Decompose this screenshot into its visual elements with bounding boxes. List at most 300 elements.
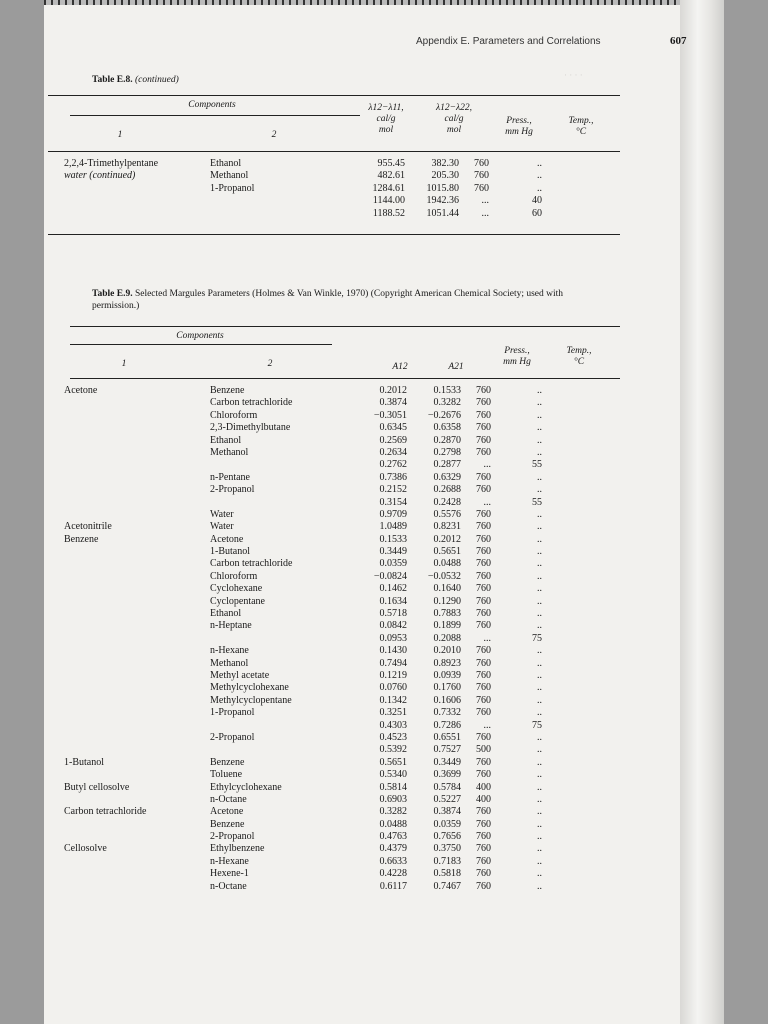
cell-temp: .. <box>537 558 542 570</box>
cell-a12: 0.6633 <box>379 855 407 867</box>
table-row <box>44 608 724 620</box>
table-row <box>44 558 724 570</box>
cell-component2: Chloroform <box>210 570 258 582</box>
table-row <box>44 720 724 732</box>
cell-a12: 0.5340 <box>379 769 407 781</box>
cell-component2: Acetone <box>210 806 244 818</box>
cell-temp: .. <box>537 546 542 558</box>
table-e9-caption-line2: permission.) <box>92 301 140 311</box>
cell-component2: Ethylcyclohexane <box>210 781 282 793</box>
cell-component2: Methanol <box>210 657 249 669</box>
cell-a21: 0.6329 <box>433 471 461 483</box>
cell-a21: 0.5227 <box>433 793 461 805</box>
cell-temp: .. <box>537 744 542 756</box>
cell-press: 760 <box>476 546 491 558</box>
cell-a12: 0.1219 <box>379 669 407 681</box>
table-row <box>44 856 724 868</box>
cell-component2: n-Octane <box>210 880 247 892</box>
cell-temp: .. <box>537 521 542 533</box>
cell-a12: 0.6345 <box>379 422 407 434</box>
table-e9-temp-header <box>554 346 604 368</box>
cell-temp: .. <box>537 682 542 694</box>
bleed-through-text: · · · · <box>564 70 583 80</box>
cell-a21: 0.2088 <box>433 632 461 644</box>
cell-component2: 2,3-Dimethylbutane <box>210 422 291 434</box>
cell-press: 760 <box>476 868 491 880</box>
table-e8-components-header: Components <box>188 100 236 110</box>
table-e8-l11-label: λ12−λ11, <box>368 103 404 113</box>
cell-a21: 0.5651 <box>433 546 461 558</box>
cell-temp: 60 <box>532 207 542 219</box>
cell-component2: n-Heptane <box>210 620 252 632</box>
table-e8-components-rule <box>70 115 360 116</box>
table-row <box>44 819 724 831</box>
table-e8-temp-label: Temp., <box>568 116 594 126</box>
cell-temp: .. <box>537 409 542 421</box>
cell-a12: 0.5718 <box>379 608 407 620</box>
cell-a21: 0.2012 <box>433 533 461 545</box>
cell-a12: 0.3874 <box>379 397 407 409</box>
page-number: 607 <box>670 35 687 47</box>
cell-a12: 0.9709 <box>379 508 407 520</box>
cell-temp: 40 <box>532 195 542 207</box>
cell-press: 760 <box>476 694 491 706</box>
table-e9-press-header <box>492 346 542 368</box>
cell-a21: −0.2676 <box>427 409 461 421</box>
cell-press: 760 <box>476 669 491 681</box>
cell-l11: 1284.61 <box>372 182 405 194</box>
cell-a21: 0.5576 <box>433 508 461 520</box>
cell-component2: Water <box>210 508 234 520</box>
table-row <box>44 769 724 781</box>
table-e9-a21-header: A21 <box>448 362 464 372</box>
cell-a21: 0.7332 <box>433 707 461 719</box>
cell-press: 760 <box>476 843 491 855</box>
cell-component2: Benzene <box>210 756 245 768</box>
cell-component1: 2,2,4-Trimethylpentane <box>64 158 159 169</box>
table-row <box>44 670 724 682</box>
cell-temp: .. <box>537 583 542 595</box>
cell-component2: n-Pentane <box>210 471 250 483</box>
cell-a21: 0.5784 <box>433 781 461 793</box>
cell-press: ... <box>483 459 491 471</box>
cell-a12: 0.4379 <box>379 843 407 855</box>
cell-press: 760 <box>476 508 491 520</box>
cell-a21: 0.7656 <box>433 831 461 843</box>
cell-component2: Methyl acetate <box>210 669 270 681</box>
cell-component2: Cyclopentane <box>210 595 265 607</box>
cell-component1: Cellosolve <box>64 843 107 855</box>
cell-component1: Carbon tetrachloride <box>64 806 147 818</box>
table-e9-temp-label: Temp., <box>566 346 592 356</box>
cell-press: 760 <box>476 608 491 620</box>
cell-press: 760 <box>476 645 491 657</box>
cell-a12: 0.0760 <box>379 682 407 694</box>
table-e9-col2-header: 2 <box>267 359 273 369</box>
table-e8-l22-label: λ12−λ22, <box>435 103 472 113</box>
table-row <box>44 459 724 471</box>
cell-temp: .. <box>537 781 542 793</box>
cell-a12: 0.1533 <box>379 533 407 545</box>
table-e9-components-header: Components <box>176 331 224 341</box>
cell-temp: .. <box>537 657 542 669</box>
cell-component2: n-Hexane <box>210 855 249 867</box>
cell-a21: 0.1533 <box>433 385 461 396</box>
cell-press: 760 <box>476 756 491 768</box>
cell-l11: 1188.52 <box>372 207 405 219</box>
cell-press: ... <box>481 207 489 219</box>
cell-a12: 0.3154 <box>379 496 407 508</box>
cell-a21: 0.7883 <box>433 608 461 620</box>
cell-a12: 0.3449 <box>379 546 407 558</box>
cell-temp: .. <box>537 595 542 607</box>
cell-a12: 0.6117 <box>379 880 407 892</box>
cell-a21: 0.6551 <box>433 731 461 743</box>
cell-a21: 0.1606 <box>433 694 461 706</box>
table-e9-temp-units: °C <box>573 357 585 367</box>
cell-press: 760 <box>474 182 489 194</box>
table-row <box>44 435 724 447</box>
table-e8-caption-text: (continued) <box>134 75 179 85</box>
cell-press: 760 <box>476 558 491 570</box>
cell-temp: .. <box>537 422 542 434</box>
cell-a21: 0.8231 <box>433 521 461 533</box>
table-row <box>44 472 724 484</box>
table-e8-l22-units: cal/g <box>444 114 464 124</box>
cell-a21: 0.1899 <box>433 620 461 632</box>
cell-temp: .. <box>537 818 542 830</box>
cell-component2: Ethanol <box>210 434 242 446</box>
table-row <box>44 521 724 533</box>
cell-a21: 0.5818 <box>433 868 461 880</box>
table-row <box>44 881 724 893</box>
cell-temp: .. <box>537 707 542 719</box>
table-e8-body <box>44 158 724 220</box>
table-e8-l11-units: cal/g <box>376 114 396 124</box>
table-row <box>44 170 724 182</box>
cell-a12: 0.0488 <box>379 818 407 830</box>
table-row <box>44 183 724 195</box>
cell-a21: 0.3874 <box>433 806 461 818</box>
cell-a12: 0.4303 <box>379 719 407 731</box>
cell-a21: 0.0359 <box>433 818 461 830</box>
cell-press: 760 <box>476 397 491 409</box>
cell-a21: 0.7286 <box>433 719 461 731</box>
table-e8-press-label: Press., <box>506 116 532 126</box>
table-row <box>44 831 724 843</box>
table-e8-l22-header <box>424 103 484 136</box>
table-row <box>44 645 724 657</box>
cell-press: 760 <box>476 521 491 533</box>
cell-temp: .. <box>537 806 542 818</box>
cell-press: 760 <box>476 533 491 545</box>
cell-component2: Cyclohexane <box>210 583 263 595</box>
table-row <box>44 744 724 756</box>
cell-temp: 75 <box>532 632 542 644</box>
cell-component1: Butyl cellosolve <box>64 781 130 793</box>
table-e8-l11-units2: mol <box>378 125 394 135</box>
cell-press: 760 <box>476 570 491 582</box>
cell-press: 760 <box>476 707 491 719</box>
cell-temp: .. <box>537 694 542 706</box>
cell-component1: water (continued) <box>64 170 136 182</box>
cell-a21: 0.3282 <box>433 397 461 409</box>
table-e9-caption <box>92 288 652 312</box>
table-row <box>44 583 724 595</box>
cell-press: 760 <box>476 409 491 421</box>
cell-l22: 382.30 <box>431 158 459 169</box>
table-row <box>44 658 724 670</box>
table-row <box>44 633 724 645</box>
scan-top-edge <box>44 0 724 5</box>
table-row <box>44 497 724 509</box>
cell-component2: Carbon tetrachloride <box>210 558 293 570</box>
table-row <box>44 843 724 855</box>
cell-press: 760 <box>476 831 491 843</box>
table-row <box>44 546 724 558</box>
cell-component2: 1-Butanol <box>210 546 250 558</box>
cell-a12: 0.3251 <box>379 707 407 719</box>
cell-l22: 1015.80 <box>426 182 459 194</box>
cell-l11: 955.45 <box>377 158 405 169</box>
cell-press: 760 <box>476 682 491 694</box>
table-e8-l11-header <box>356 103 416 136</box>
cell-temp: 55 <box>532 496 542 508</box>
cell-temp: .. <box>537 880 542 892</box>
cell-temp: .. <box>537 533 542 545</box>
cell-temp: .. <box>537 434 542 446</box>
table-row <box>44 732 724 744</box>
cell-press: 760 <box>476 583 491 595</box>
table-row <box>44 571 724 583</box>
cell-component2: Methanol <box>210 446 249 458</box>
table-e9-header-rule <box>70 378 620 379</box>
cell-a21: 0.3449 <box>433 756 461 768</box>
cell-temp: .. <box>537 843 542 855</box>
cell-press: ... <box>481 195 489 207</box>
cell-a21: 0.2688 <box>433 484 461 496</box>
cell-a12: 0.1342 <box>379 694 407 706</box>
cell-temp: .. <box>537 471 542 483</box>
table-row <box>44 682 724 694</box>
cell-component2: 1-Propanol <box>210 182 255 194</box>
table-row <box>44 806 724 818</box>
table-e8-press-units: mm Hg <box>505 127 533 137</box>
cell-temp: .. <box>537 158 542 169</box>
cell-a12: 0.5651 <box>379 756 407 768</box>
cell-component2: Carbon tetrachloride <box>210 397 293 409</box>
cell-press: 760 <box>476 657 491 669</box>
cell-component2: Toluene <box>210 769 243 781</box>
table-e9-a12-header: A12 <box>392 362 408 372</box>
cell-a12: 0.0953 <box>379 632 407 644</box>
cell-temp: .. <box>537 756 542 768</box>
cell-component2: Chloroform <box>210 409 258 421</box>
table-e8-bottom-rule <box>48 234 620 235</box>
cell-temp: .. <box>537 769 542 781</box>
cell-a21: 0.3699 <box>433 769 461 781</box>
cell-press: 760 <box>476 484 491 496</box>
cell-a21: 0.8923 <box>433 657 461 669</box>
cell-a12: 0.2762 <box>379 459 407 471</box>
cell-temp: .. <box>537 855 542 867</box>
cell-press: 760 <box>476 806 491 818</box>
cell-temp: .. <box>537 731 542 743</box>
cell-component1: 1-Butanol <box>64 756 104 768</box>
cell-press: 760 <box>476 880 491 892</box>
cell-component2: 1-Propanol <box>210 707 255 719</box>
cell-a12: 0.7494 <box>379 657 407 669</box>
cell-temp: .. <box>537 446 542 458</box>
table-e8-header-rule <box>48 151 620 152</box>
table-row <box>44 195 724 207</box>
table-row <box>44 794 724 806</box>
cell-temp: .. <box>537 170 542 182</box>
cell-temp: .. <box>537 385 542 396</box>
cell-a12: −0.0824 <box>373 570 407 582</box>
cell-press: 760 <box>476 731 491 743</box>
cell-a21: 0.1290 <box>433 595 461 607</box>
table-e9-col1-header: 1 <box>121 359 127 369</box>
cell-temp: .. <box>537 484 542 496</box>
cell-component2: Acetone <box>210 533 244 545</box>
table-e9-body <box>44 385 724 893</box>
cell-component2: n-Octane <box>210 793 247 805</box>
table-row <box>44 695 724 707</box>
cell-a21: 0.7467 <box>433 880 461 892</box>
cell-a12: 0.1634 <box>379 595 407 607</box>
table-row <box>44 397 724 409</box>
table-e8-label: Table E.8. <box>92 75 133 85</box>
table-e8-press-header <box>494 116 544 138</box>
cell-a12: 0.7386 <box>379 471 407 483</box>
cell-press: 400 <box>476 793 491 805</box>
cell-component2: 2-Propanol <box>210 484 255 496</box>
cell-component1: Benzene <box>64 533 99 545</box>
cell-l11: 1144.00 <box>372 195 405 207</box>
table-row <box>44 596 724 608</box>
cell-press: 760 <box>474 170 489 182</box>
cell-press: 760 <box>476 769 491 781</box>
cell-l22: 205.30 <box>431 170 459 182</box>
cell-a21: 0.1640 <box>433 583 461 595</box>
cell-temp: .. <box>537 620 542 632</box>
cell-press: 760 <box>476 818 491 830</box>
book-page <box>44 0 724 1024</box>
table-row <box>44 410 724 422</box>
cell-temp: .. <box>537 397 542 409</box>
cell-component1: Acetonitrile <box>64 521 112 533</box>
cell-a21: 0.2877 <box>433 459 461 471</box>
cell-component2: Hexene-1 <box>210 868 249 880</box>
cell-component2: Ethanol <box>210 608 242 620</box>
cell-component2: Ethylbenzene <box>210 843 265 855</box>
table-e9-label: Table E.9. <box>92 289 133 299</box>
cell-a12: 0.4763 <box>379 831 407 843</box>
cell-a12: 0.2569 <box>379 434 407 446</box>
cell-a21: 0.3750 <box>433 843 461 855</box>
table-row <box>44 509 724 521</box>
cell-l11: 482.61 <box>377 170 405 182</box>
cell-a12: 0.1430 <box>379 645 407 657</box>
cell-component2: Water <box>210 521 234 533</box>
cell-a21: 0.0488 <box>433 558 461 570</box>
cell-temp: .. <box>537 570 542 582</box>
cell-a12: 0.2012 <box>379 385 407 396</box>
cell-a21: 0.7527 <box>433 744 461 756</box>
cell-a12: 0.4523 <box>379 731 407 743</box>
cell-a21: −0.0532 <box>427 570 461 582</box>
table-row <box>44 158 724 170</box>
table-e9-press-units: mm Hg <box>503 357 531 367</box>
cell-temp: 55 <box>532 459 542 471</box>
cell-a12: 0.1462 <box>379 583 407 595</box>
cell-temp: .. <box>537 793 542 805</box>
cell-a12: −0.3051 <box>373 409 407 421</box>
table-e8-top-rule <box>48 95 620 96</box>
cell-a21: 0.2870 <box>433 434 461 446</box>
cell-l22: 1051.44 <box>426 207 459 219</box>
running-head: Appendix E. Parameters and Correlations <box>416 36 601 47</box>
table-row <box>44 707 724 719</box>
cell-a12: 0.5392 <box>379 744 407 756</box>
table-e8-temp-units: °C <box>575 127 587 137</box>
cell-component1: Acetone <box>64 385 98 396</box>
cell-a21: 0.0939 <box>433 669 461 681</box>
cell-press: 760 <box>476 620 491 632</box>
cell-a12: 0.3282 <box>379 806 407 818</box>
table-row <box>44 757 724 769</box>
cell-component2: Methanol <box>210 170 249 182</box>
cell-l22: 1942.36 <box>426 195 459 207</box>
table-row <box>44 620 724 632</box>
cell-a12: 0.6903 <box>379 793 407 805</box>
cell-press: 760 <box>476 422 491 434</box>
cell-component2: 2-Propanol <box>210 731 255 743</box>
table-row <box>44 385 724 397</box>
table-e9-press-label: Press., <box>504 346 530 356</box>
table-row <box>44 868 724 880</box>
cell-press: 500 <box>476 744 491 756</box>
cell-component2: n-Hexane <box>210 645 249 657</box>
table-e8-caption <box>92 74 179 86</box>
cell-a12: 0.5814 <box>379 781 407 793</box>
cell-temp: .. <box>537 182 542 194</box>
cell-component2: Ethanol <box>210 158 242 169</box>
cell-temp: .. <box>537 645 542 657</box>
cell-a12: 0.2634 <box>379 446 407 458</box>
table-e9-top-rule <box>70 326 620 327</box>
cell-press: 760 <box>476 446 491 458</box>
cell-a21: 0.2010 <box>433 645 461 657</box>
table-row <box>44 447 724 459</box>
cell-press: 760 <box>474 158 489 169</box>
table-row <box>44 208 724 220</box>
cell-component2: Methylcyclopentane <box>210 694 292 706</box>
table-row <box>44 422 724 434</box>
cell-temp: .. <box>537 608 542 620</box>
cell-a21: 0.1760 <box>433 682 461 694</box>
table-e8-l22-units2: mol <box>446 125 462 135</box>
cell-temp: .. <box>537 868 542 880</box>
table-row <box>44 782 724 794</box>
cell-component2: 2-Propanol <box>210 831 255 843</box>
cell-a12: 0.0842 <box>379 620 407 632</box>
cell-a21: 0.7183 <box>433 855 461 867</box>
cell-press: ... <box>483 496 491 508</box>
cell-a12: 0.0359 <box>379 558 407 570</box>
cell-temp: 75 <box>532 719 542 731</box>
